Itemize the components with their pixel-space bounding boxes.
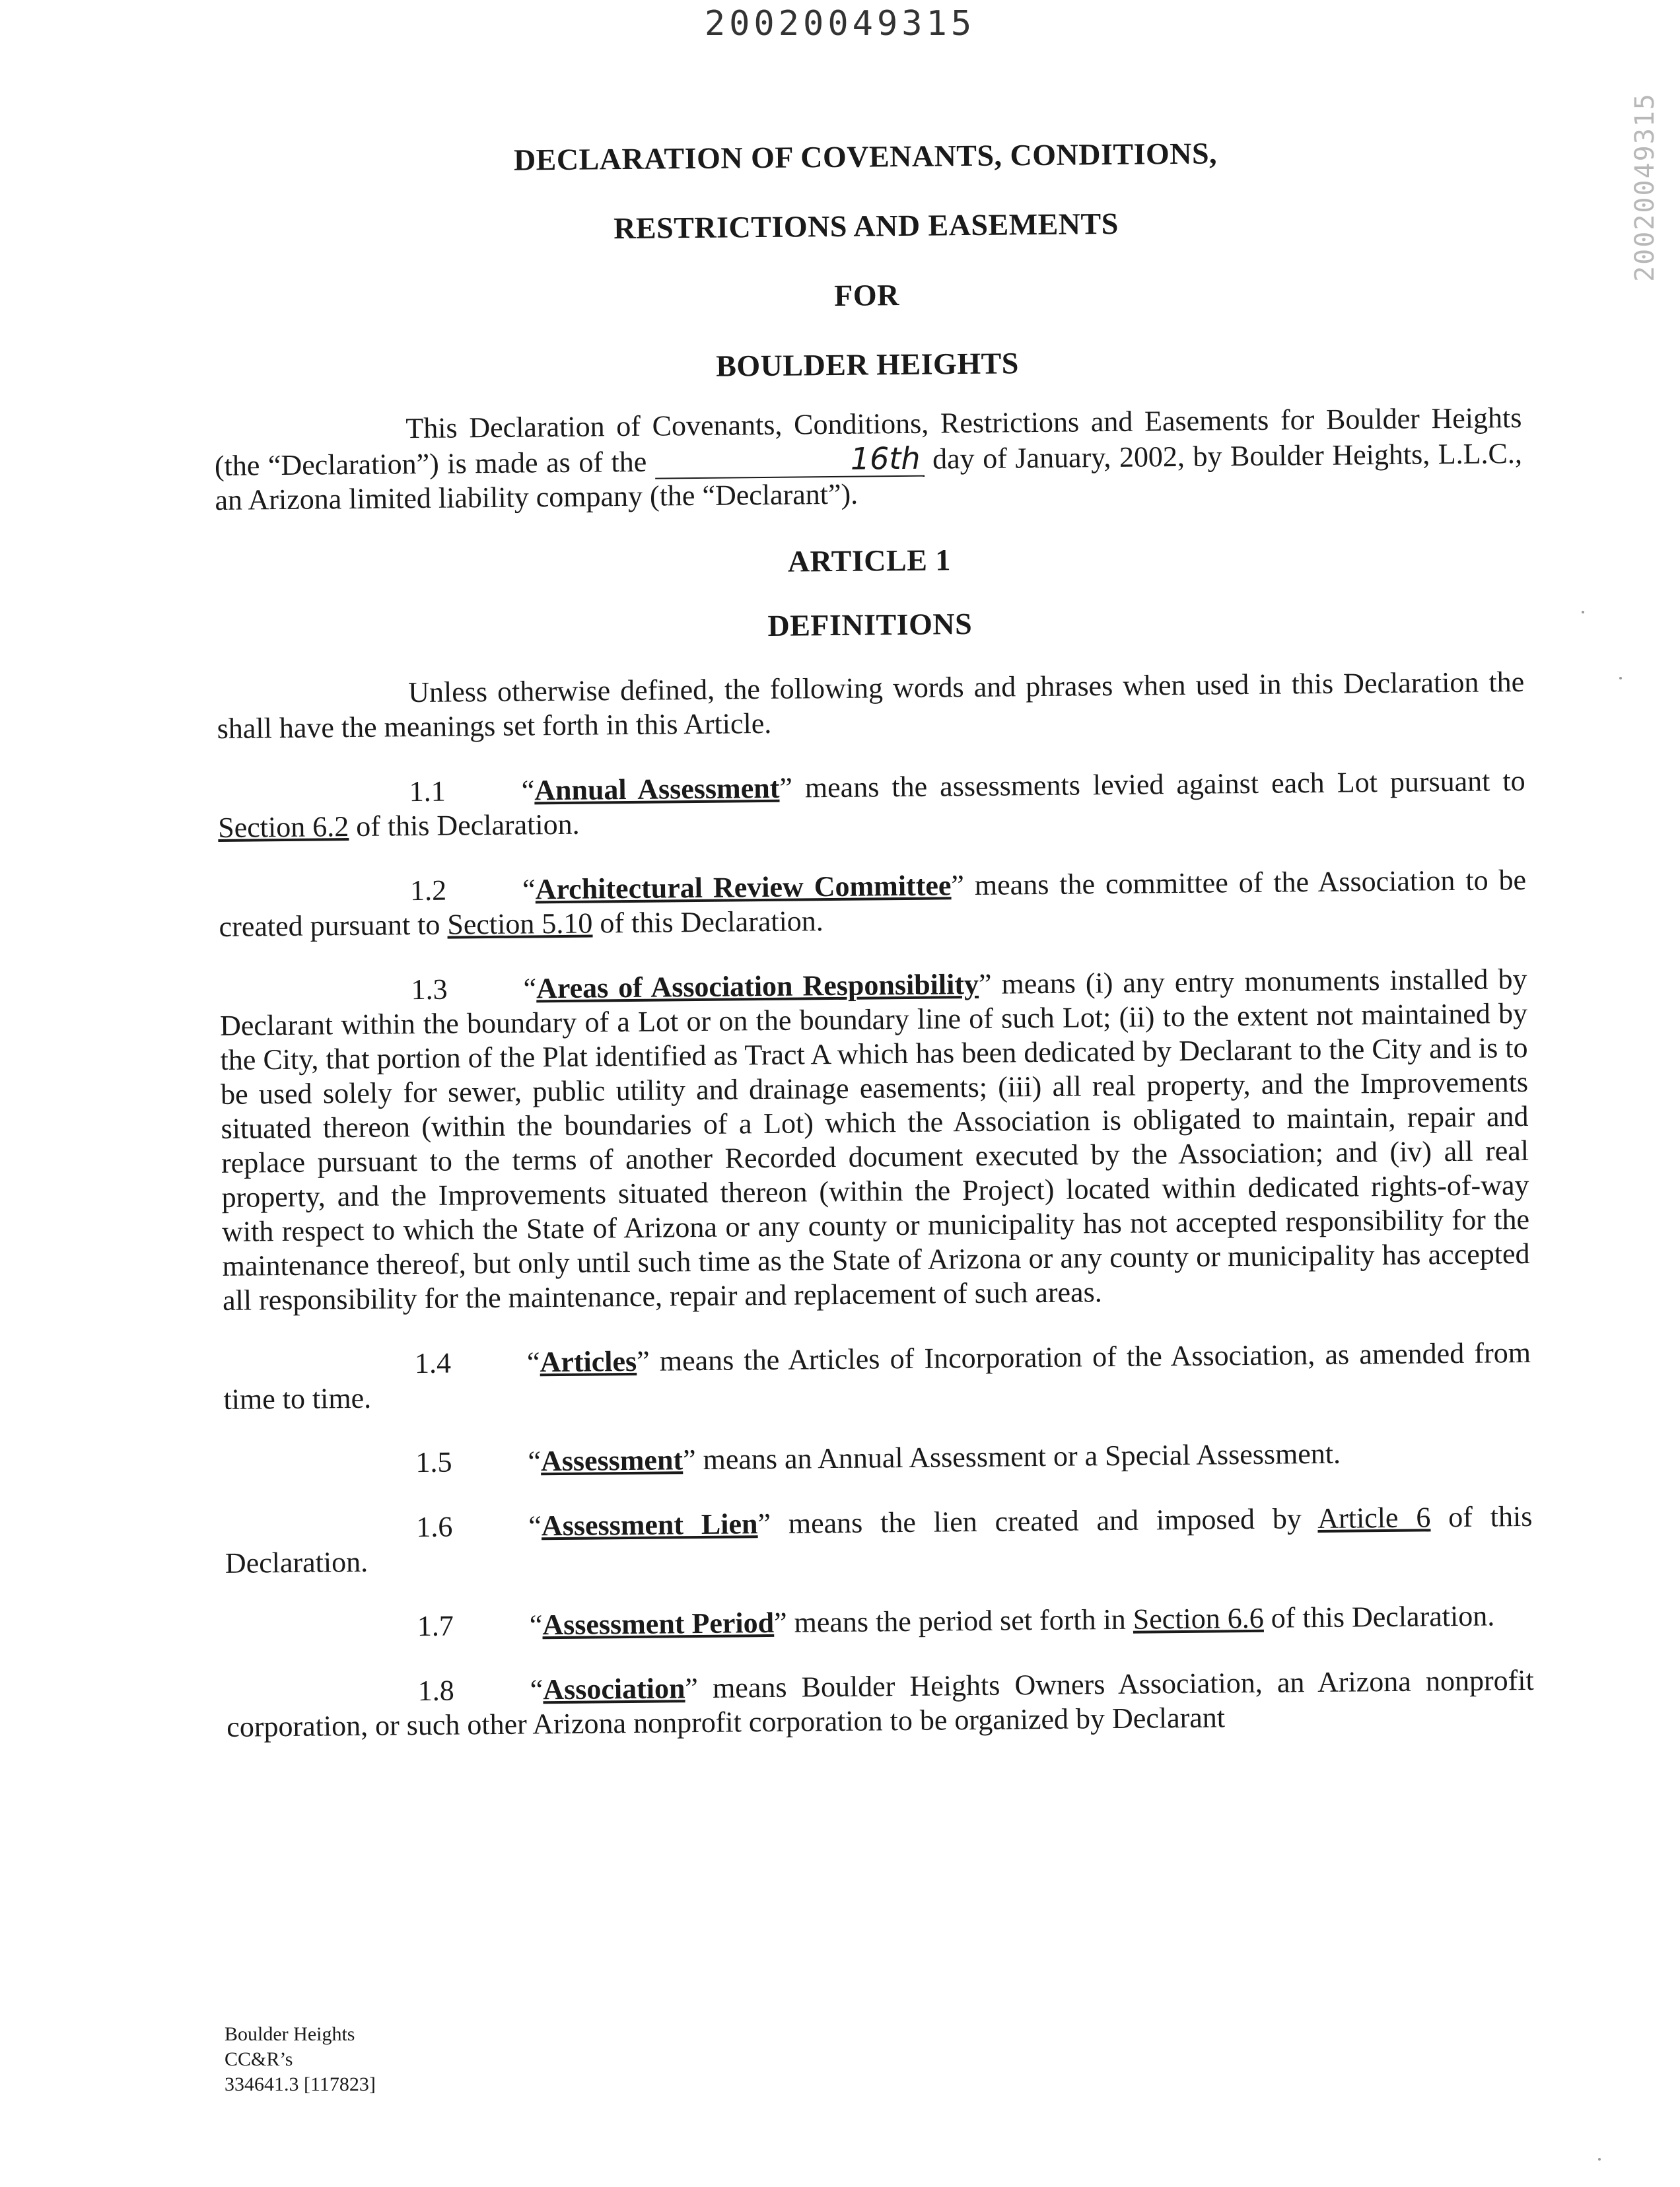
document-page bbox=[211, 113, 1534, 1745]
cross-reference: Section 5.10 bbox=[447, 907, 593, 941]
handwritten-day: 16th bbox=[655, 441, 925, 479]
definition-term: Areas of Association Responsibility bbox=[536, 967, 979, 1005]
cross-reference: Section 6.2 bbox=[217, 810, 349, 844]
article-intro: Unless otherwise defined, the following words and phrases when used in this Declaration the shall have the meanings set forth in this Article. bbox=[217, 665, 1525, 745]
definition-text: means (i) any entry monuments installed by Declarant within the boundary of a Lot or on the boundary line of such Lot; (ii) to the extent not maintained by the City, that portion of the Plat identified as Tract A which has been dedicated by Declarant to the City and is to be used solely for sewer, public utility and drainage easements; (iii) all real property, and the Improvements situated thereon (within the boundaries of a Lot) which the Association is obligated to maintain, repair and replace pursuant to the terms of another Recorded document executed by the Association; and (iv) all real property, and the Improvements situated thereon (within the Project) located within dedicated rights-of-way with respect to which the State of Arizona or any county or municipality has not accepted responsibility for the maintenance thereof, but only until such time as the State of Arizona or any county or municipality has accepted all responsibility for the maintenance, repair and replacement of such areas. bbox=[219, 962, 1530, 1317]
definition-text-end: of this Declaration. bbox=[1263, 1599, 1495, 1634]
definition-text: means Boulder Heights Owners Association, an Arizona nonprofit corporation, or such other Arizona nonprofit corporation to be organized by Declarant bbox=[227, 1663, 1534, 1743]
definition-text: means the assessments levied against each Lot pursuant to bbox=[792, 764, 1525, 804]
title-line-3: FOR bbox=[833, 278, 900, 312]
intro-paragraph bbox=[214, 401, 1522, 518]
intro-part-1: This Declaration of Covenants, Conditions, Restrictions and Easements for Boulder Heights (the “Declaration”) is made as of the bbox=[214, 401, 1522, 482]
definition-term: Architectural Review Committee bbox=[535, 869, 952, 906]
definition-text: means the committee of the Association to be created pursuant to bbox=[219, 863, 1527, 943]
definition-text: means an Annual Assessment or a Special Assessment. bbox=[695, 1437, 1341, 1476]
scan-speck bbox=[1582, 611, 1584, 613]
definition-term: Assessment Lien bbox=[541, 1508, 758, 1543]
definition-number: 1.2 bbox=[409, 874, 447, 907]
footer-project: Boulder Heights bbox=[225, 2023, 355, 2045]
definition-item: 1.3 “Areas of Association Responsibility” means (i) any entry monuments installed by Declarant within the boundary of a Lot or on the boundary line of such Lot; (ii) to the extent not maintained by the City, that portion of the Plat identified as Tract A which has been dedicated by Declarant to the City and is to be used solely for sewer, public utility and drainage easements; (iii) all real property, and the Improvements situated thereon (within the boundaries of a Lot) which the Association is obligated to maintain, repair and replace pursuant to the terms of another Recorded document executed by the Association; and (iv) all real property, and the Improvements situated thereon (within the Project) located within dedicated rights-of-way with respect to which the State of Arizona or any county or municipality has not accepted responsibility for the maintenance thereof, but only until such time as the State of Arizona or any county or municipality has accepted all responsibility for the maintenance, repair and replacement of such areas. bbox=[219, 962, 1530, 1317]
definition-term: Association bbox=[543, 1672, 685, 1706]
cross-reference: Article 6 bbox=[1317, 1501, 1431, 1535]
definition-number: 1.5 bbox=[415, 1445, 452, 1479]
article-title: ARTICLE 1 bbox=[787, 543, 952, 578]
title-line-4: BOULDER HEIGHTS bbox=[715, 346, 1020, 383]
definition-item: 1.5 “Assessment” means an Annual Assessment or a Special Assessment. bbox=[415, 1437, 1341, 1479]
definition-number: 1.1 bbox=[409, 775, 446, 808]
scan-speck bbox=[1619, 677, 1622, 679]
definition-number: 1.4 bbox=[414, 1346, 452, 1380]
footer-doc-type: CC&R’s bbox=[225, 2048, 293, 2070]
definition-text: means the period set forth in bbox=[787, 1603, 1134, 1639]
definition-number: 1.6 bbox=[416, 1510, 453, 1544]
definition-text: means the lien created and imposed by bbox=[770, 1502, 1318, 1540]
intro-part-2: day of January, 2002, by Boulder Heights, L.L.C., an Arizona limited liability company (the “Declarant”). bbox=[215, 436, 1523, 516]
title-line-2: RESTRICTIONS AND EASEMENTS bbox=[613, 206, 1119, 246]
definition-item: 1.6 “Assessment Lien” means the lien created and imposed by Article 6 of this Declaration. bbox=[225, 1500, 1533, 1580]
definition-item: 1.8 “Association” means Boulder Heights Owners Association, an Arizona nonprofit corporation, or such other Arizona nonprofit corporation to be organized by Declarant bbox=[227, 1663, 1534, 1743]
definition-number: 1.3 bbox=[411, 973, 448, 1006]
definition-term: Annual Assessment bbox=[534, 771, 780, 807]
definition-text: means the Articles of Incorporation of the Association, as amended from time to time. bbox=[223, 1336, 1531, 1416]
cross-reference: Section 6.6 bbox=[1133, 1601, 1264, 1636]
definition-text-end: of this Declaration. bbox=[592, 905, 824, 940]
definition-text-end: of this Declaration. bbox=[225, 1500, 1533, 1580]
definition-item: 1.4 “Articles” means the Articles of Incorporation of the Association, as amended from time to time. bbox=[223, 1336, 1531, 1416]
side-stamp: 20020049315 bbox=[1630, 92, 1660, 282]
definition-term: Assessment Period bbox=[542, 1606, 775, 1642]
definition-number: 1.7 bbox=[417, 1609, 454, 1643]
definition-item: 1.7 “Assessment Period” means the period set forth in Section 6.6 of this Declaration. bbox=[417, 1599, 1495, 1643]
definition-item: 1.2 “Architectural Review Committee” means the committee of the Association to be created pursuant to Section 5.10 of this Declaration. bbox=[219, 863, 1527, 943]
definition-number: 1.8 bbox=[417, 1674, 455, 1708]
definition-term: Assessment bbox=[540, 1443, 683, 1478]
article-subtitle: DEFINITIONS bbox=[767, 606, 973, 642]
definition-item: 1.1 “Annual Assessment” means the assessments levied against each Lot pursuant to Section 6.2 of this Declaration. bbox=[217, 764, 1525, 844]
definition-text-end: of this Declaration. bbox=[348, 808, 580, 843]
document-footer bbox=[225, 2022, 376, 2097]
definition-term: Articles bbox=[540, 1344, 637, 1379]
scan-speck bbox=[1598, 2158, 1601, 2161]
title-line-1: DECLARATION OF COVENANTS, CONDITIONS, bbox=[513, 136, 1218, 177]
footer-doc-id: 334641.3 [117823] bbox=[225, 2073, 376, 2095]
recording-number: 20020049315 bbox=[704, 4, 976, 44]
